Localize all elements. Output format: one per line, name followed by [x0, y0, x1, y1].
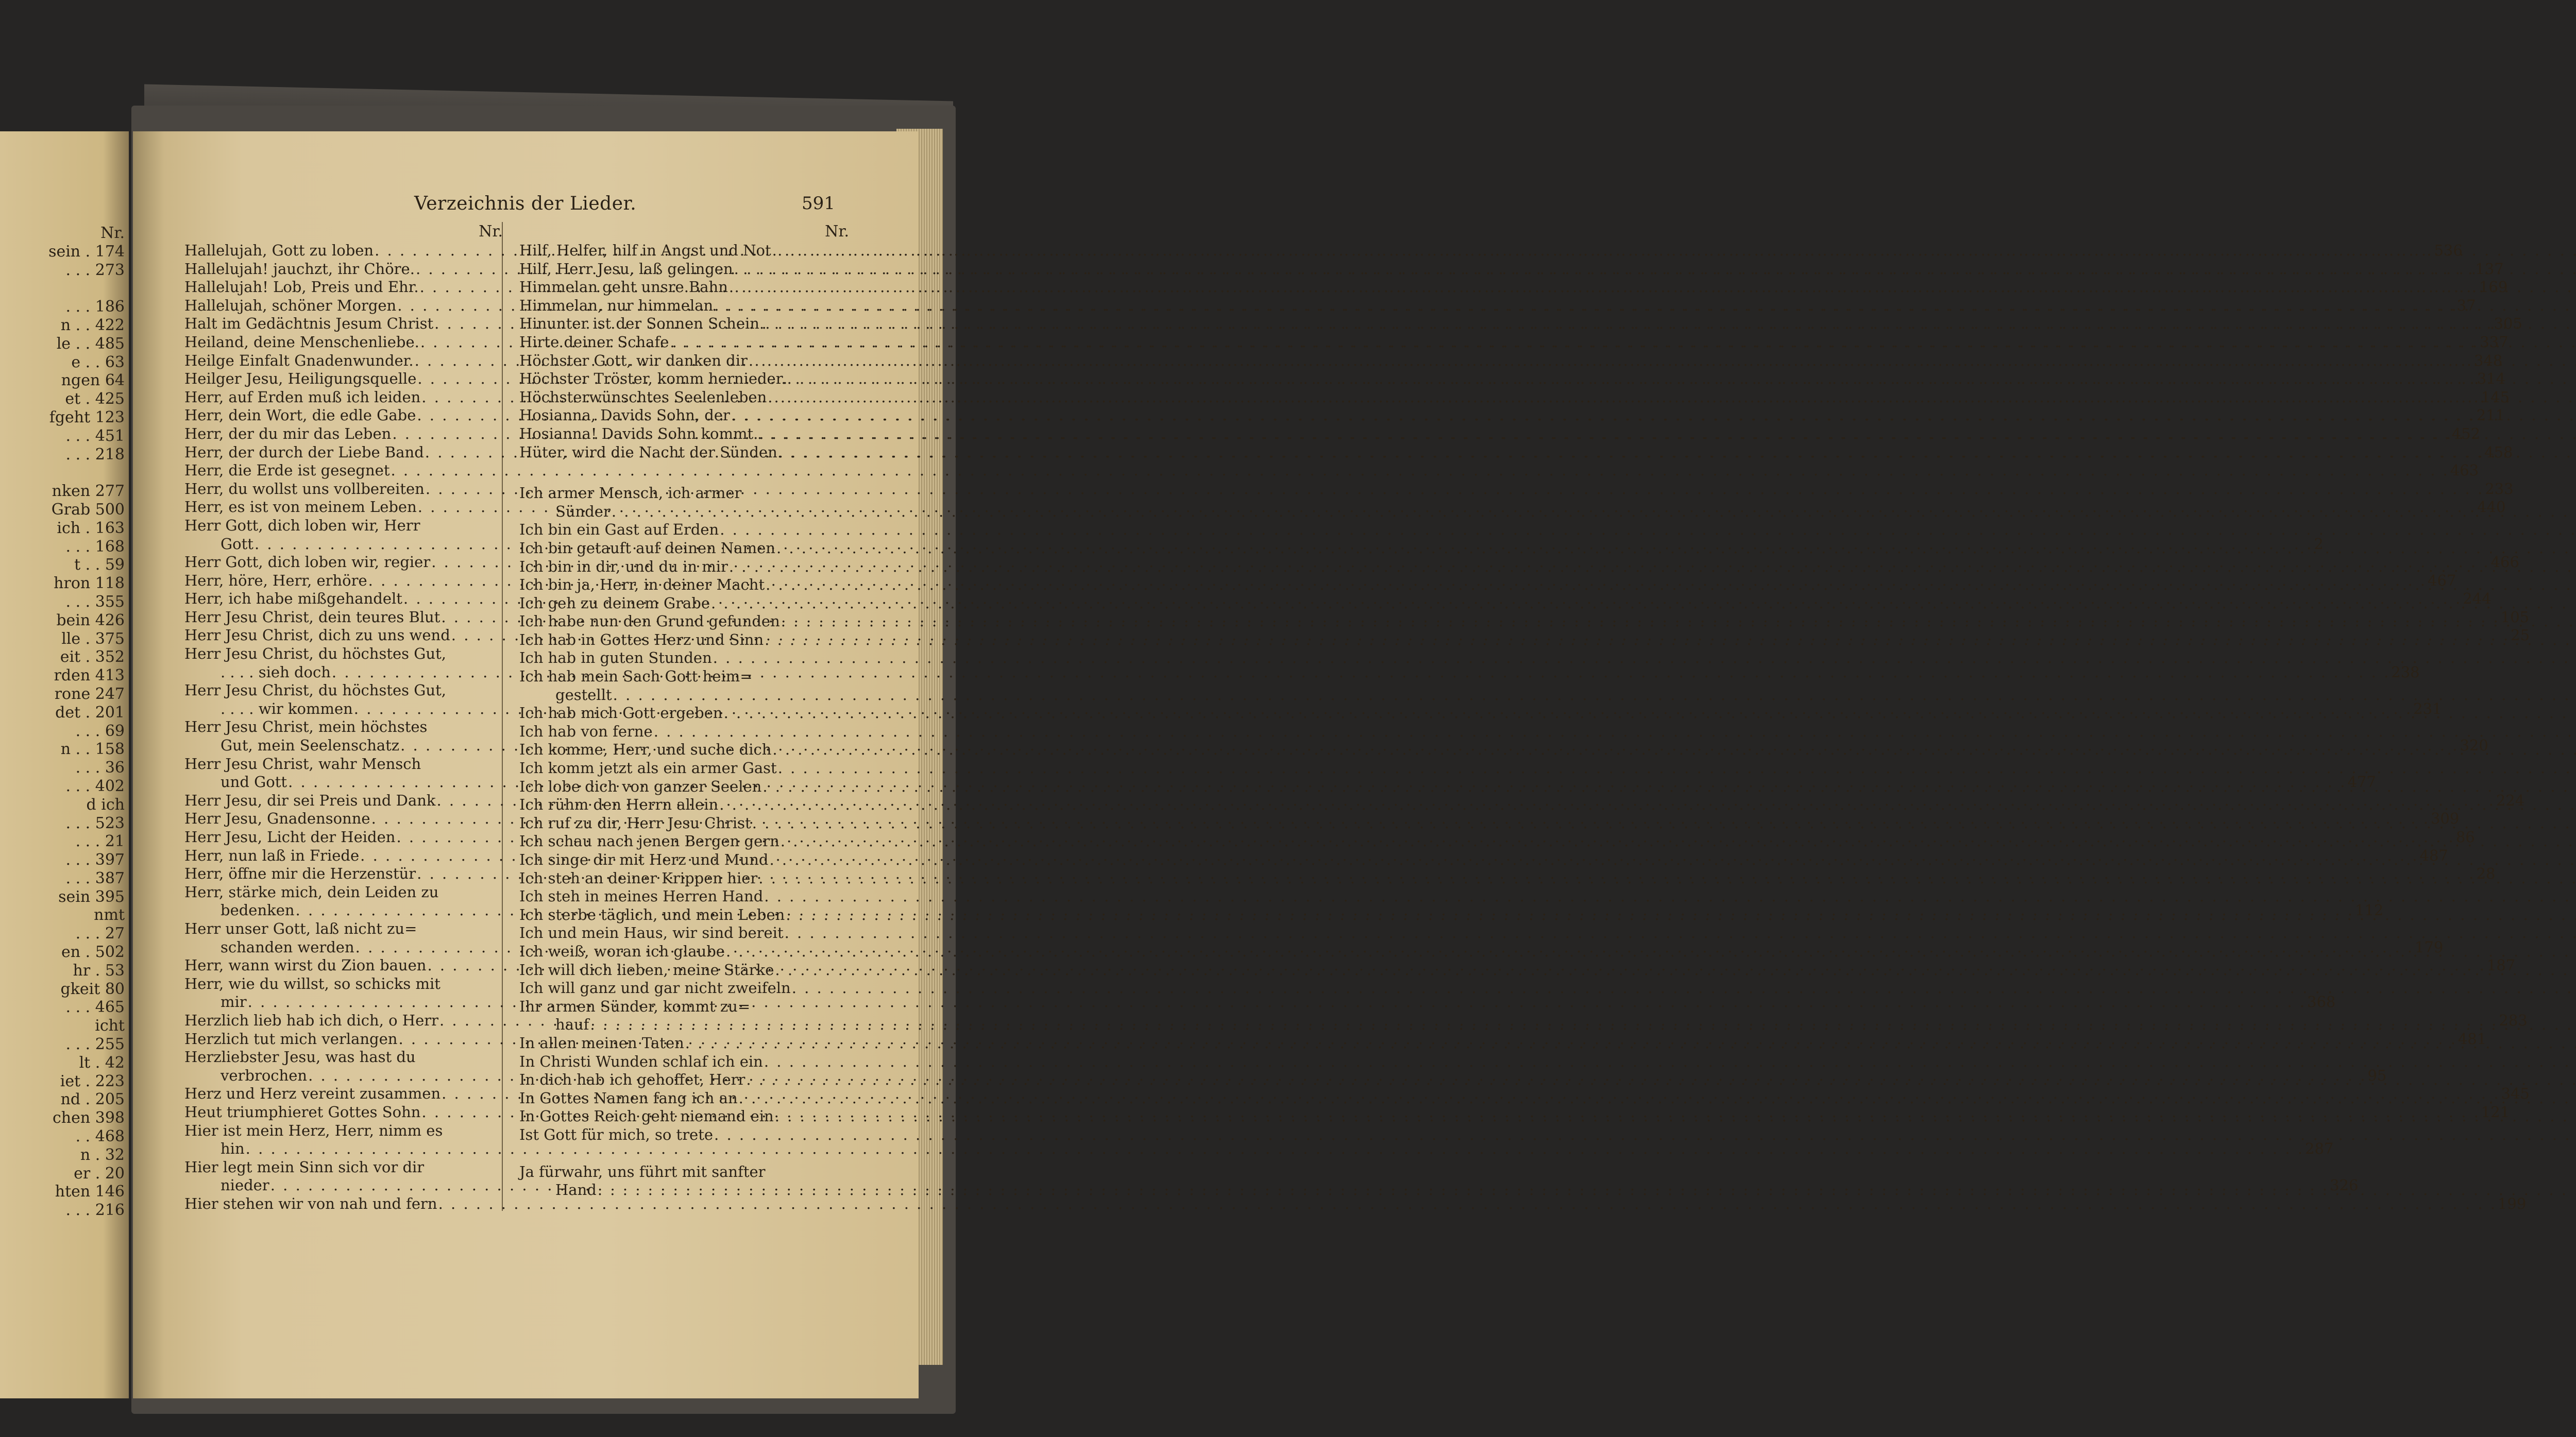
index-entry: [519, 484, 849, 503]
hymn-title: In Gottes Reich geht niemand ein: [519, 1107, 774, 1125]
hymn-number: 224: [2496, 791, 2525, 809]
hymn-number: 320: [2460, 737, 2488, 755]
index-entry: [519, 315, 849, 333]
dot-leader: [769, 851, 2576, 869]
dot-leader: [763, 1053, 2576, 1071]
dot-leader: [763, 887, 2576, 906]
hymn-title: Herr Jesu Christ, wahr Mensch: [184, 755, 421, 773]
index-entry: [519, 503, 849, 521]
index-entry: [519, 1107, 849, 1126]
hymn-title: Ich armer Mensch, ich armer: [519, 484, 742, 502]
hymn-title: Hier stehen wir von nah und fern: [184, 1194, 437, 1212]
dot-leader: [771, 242, 2576, 260]
hymn-title: Herr Jesu Christ, du höchstes Gut,: [184, 681, 446, 699]
hymn-title: mir: [221, 993, 247, 1011]
index-entry: [519, 961, 849, 980]
hymn-title: Herr, der durch der Liebe Band: [184, 443, 424, 461]
dot-leader: [761, 778, 2576, 796]
hymn-number: 137: [2475, 260, 2504, 278]
index-entry: [519, 576, 849, 594]
hymn-title: Hilf, Helfer, hilf in Angst und Not: [519, 242, 771, 259]
index-entry: [519, 370, 849, 388]
index-entry: [519, 704, 849, 723]
hymn-title: Hier legt mein Sinn sich vor dir: [184, 1158, 425, 1176]
hymn-title: Ich geh zu deinem Grabe: [519, 594, 710, 612]
hymn-title: hauf: [555, 1016, 589, 1034]
hymn-title: hin: [221, 1140, 245, 1158]
index-entry: [519, 278, 849, 297]
hymn-title: Herr unser Gott, laß nicht zu=: [184, 919, 417, 937]
hymn-title: Gott: [221, 535, 253, 553]
hymn-title: Ich bin in dir, und du in mir: [519, 557, 728, 575]
hymn-title: Herzliebster Jesu, was hast du: [184, 1048, 416, 1066]
index-column-right: [519, 222, 931, 1200]
hymn-number: 169: [2479, 278, 2508, 296]
dot-leader: [745, 1071, 2576, 1089]
facing-page-text: Nr. sein . 174 . . . 273 . . . 186 n . . 422 le . . 485 e . . 63 ngen 64 et . 425 fgeht 123 . . . 451 . . . 218 nken 277 Grab 500 ich . 163 . . . 168 t . . 59 hron 118 . . . 355 bein 426 lle . 375 eit . 352 rden 413 rone 247 det . 201 . . . 69 n . . 158 . . . 36 . . . 402 d ich . . . 523 . . . 21 . . . 397 . . . 387 sein 395 nmt . . . 27 en . 502 hr . 53 gkeit 80 . . . 465 icht . . . 255 lt . 42 iet . 223 nd . 205 chen 398 . . 468 n . 32 er . 20 hten 146 . . . 216: [48, 224, 125, 1220]
hymn-title: Heut triumphieret Gottes Sohn: [184, 1103, 421, 1121]
hymn-title: Ich singe dir mit Herz und Mund: [519, 851, 769, 868]
hymn-number: 466: [2490, 553, 2519, 571]
hymn-title: Ich weiß, woran ich glaube: [519, 942, 725, 960]
hymn-title: Hand: [555, 1181, 597, 1199]
hymn-title: Ist Gott für mich, so trete: [519, 1125, 714, 1143]
hymn-title: Ich rühm den Herrn allein: [519, 796, 719, 814]
hymn-number: 28: [2476, 865, 2496, 883]
index-entry: [184, 883, 503, 902]
hymn-title: In allen meinen Taten: [519, 1034, 684, 1052]
hymn-number: 112: [2354, 901, 2384, 919]
number-column-header: Nr.: [479, 223, 503, 241]
dot-leader: [780, 612, 2576, 631]
hymn-title: Höchsterwünschtes Seelenleben: [519, 388, 767, 406]
hymn-number: 487: [2419, 846, 2448, 864]
index-entry: [184, 681, 503, 700]
hymn-title: Ihr armen Sünder, kommt zu=: [519, 997, 751, 1015]
section-gap: [519, 461, 931, 484]
hymn-title: Heiland, deine Menschenliebe.: [184, 333, 419, 351]
index-entry: [519, 1071, 849, 1089]
hymn-title: . . . . sieh doch: [221, 663, 331, 681]
dot-leader: [777, 443, 2576, 462]
hymn-title: In Christi Wunden schlaf ich ein: [519, 1052, 763, 1070]
dot-leader: [771, 741, 2576, 759]
dot-leader: [589, 1016, 2576, 1034]
dot-leader: [733, 260, 2576, 279]
index-entry: [519, 998, 849, 1016]
index-entry: [519, 631, 849, 649]
index-entry: [184, 755, 503, 774]
hymn-title: Ich hab mein Sach Gott heim=: [519, 668, 753, 686]
dot-leader: [765, 576, 2576, 594]
index-entry: [184, 1140, 2334, 1158]
hymn-title: Hallelujah, Gott zu loben: [184, 242, 374, 259]
hymn-title: Gut, mein Seelenschatz: [221, 737, 400, 755]
index-entry: [519, 869, 849, 888]
index-entry: [184, 718, 503, 737]
hymn-number: 37: [2456, 296, 2476, 314]
index-entry: [184, 461, 2479, 480]
hymn-title: Hallelujah! jauchzt, ihr Chöre.: [184, 260, 415, 278]
hymn-title: Ich sterbe täglich, und mein Leben: [519, 905, 785, 923]
hymn-number: 463: [2450, 461, 2479, 480]
hymn-title: Hirte deiner Schafe: [519, 333, 669, 351]
dot-leader: [758, 425, 2576, 443]
dot-leader: [751, 814, 2576, 833]
hymn-title: Ich bin ein Gast auf Erden: [519, 521, 719, 539]
hymn-number: 244: [2463, 590, 2492, 608]
index-entry: [184, 920, 503, 938]
hymn-title: Hüter, wird die Nacht der Sünden: [519, 443, 777, 461]
hymn-title: Ich hab in guten Stunden: [519, 649, 712, 667]
hymn-title: Herr, der du mir das Leben: [184, 424, 392, 442]
hymn-title: Ich lobe dich von ganzer Seelen: [519, 777, 762, 795]
hymn-title: Höchster Gott, wir danken dir: [519, 351, 748, 369]
index-entry: [184, 1048, 503, 1067]
index-entry: [519, 778, 849, 796]
hymn-title: . . . . wir kommen: [221, 699, 353, 717]
hymn-title: Herr, dein Wort, die edle Gabe: [184, 406, 416, 424]
index-entry: [519, 723, 849, 741]
hymn-title: Herr, auf Erden muß ich leiden: [184, 388, 421, 406]
hymn-title: Heilge Einfalt Gnadenwunder.: [184, 351, 414, 369]
dot-leader: [710, 594, 2576, 613]
hymn-number: 368: [2307, 993, 2336, 1011]
index-entry: [184, 517, 503, 535]
dot-leader: [767, 388, 2576, 407]
index-entry: [519, 297, 849, 315]
index-page: [133, 131, 2530, 1398]
hymn-title: verbrochen: [221, 1066, 308, 1084]
number-column-header: Nr.: [825, 223, 849, 241]
index-entry: [519, 521, 849, 539]
dot-leader: [748, 352, 2576, 370]
index-entry: [519, 1053, 849, 1071]
index-entry: [519, 906, 849, 925]
index-entry: [519, 539, 849, 558]
hymn-number: 95: [2367, 1066, 2387, 1084]
hymn-title: Herr Gott, dich loben wir, regier: [184, 553, 431, 571]
hymn-title: Ich komm jetzt als ein armer Gast: [519, 759, 777, 777]
index-entry: [519, 759, 849, 778]
dot-leader: [738, 1089, 2576, 1108]
dot-leader: [719, 521, 2576, 539]
dot-leader: [784, 924, 2576, 943]
hymn-title: Herr Jesu Christ, mein höchstes: [184, 718, 428, 736]
hymn-number: 145: [2481, 388, 2510, 406]
facing-page-fragment: [0, 131, 129, 1398]
hymn-title: In dich hab ich gehoffet, Herr: [519, 1071, 745, 1089]
hymn-title: Herr Jesu Christ, dich zu uns wend: [184, 626, 450, 644]
index-entry: [519, 668, 849, 686]
hymn-title: Ich hab in Gottes Herz und Sinn: [519, 630, 764, 648]
hymn-number: 481: [2458, 1030, 2487, 1048]
hymn-title: Herr, wie du willst, so schicks mit: [184, 974, 440, 993]
hymn-title: Herr Jesu Christ, du höchstes Gut,: [184, 645, 446, 663]
hymn-number: 187: [2486, 956, 2516, 974]
index-entry: [519, 741, 849, 759]
index-entry: [519, 851, 849, 869]
index-entry: [519, 242, 849, 260]
hymn-title: Hinunter ist der Sonnen Schein.: [519, 315, 765, 333]
page-title: Verzeichnis der Lieder.: [414, 193, 637, 214]
hymn-title: Herr, es ist von meinem Leben: [184, 498, 417, 516]
hymn-title: Herr, du wollst uns vollbereiten: [184, 480, 425, 498]
hymn-title: Sünder: [555, 502, 611, 520]
hymn-number: 309: [2430, 810, 2460, 828]
hymn-title: Herzlich lieb hab ich dich, o Herr: [184, 1011, 438, 1029]
hymn-title: Halt im Gedächtnis Jesum Christ: [184, 315, 434, 333]
hymn-title: Herr, ich habe mißgehandelt: [184, 590, 402, 608]
hymn-title: gestellt: [555, 686, 612, 704]
index-entry: [519, 832, 849, 851]
index-entry: [519, 1016, 849, 1034]
hymn-title: Ich steh an deiner Krippen hier: [519, 869, 758, 887]
hymn-title: Hosianna, Davids Sohn, der: [519, 406, 730, 424]
hymn-title: Herr, höre, Herr, erhöre: [184, 571, 367, 589]
hymn-title: Herzlich tut mich verlangen: [184, 1030, 398, 1048]
index-entry: [519, 943, 849, 961]
hymn-title: Heilger Jesu, Heiligungsquelle: [184, 370, 417, 388]
index-entry: [519, 1089, 849, 1108]
hymn-number: 467: [2428, 571, 2456, 589]
hymn-title: Ich schau nach jenen Bergen gern: [519, 832, 779, 850]
hymn-title: In Gottes Namen fang ich an: [519, 1089, 738, 1107]
index-entry: [519, 260, 849, 279]
hymn-title: Herr Jesu, Licht der Heiden: [184, 828, 396, 846]
hymn-title: Ich habe nun den Grund gefunden: [519, 612, 780, 630]
index-entry: [519, 1163, 849, 1182]
hymn-number: 283: [2499, 1011, 2528, 1029]
dot-leader: [713, 1126, 2576, 1144]
index-entry: [519, 558, 849, 576]
dot-leader: [774, 1107, 2576, 1126]
hymn-number: 348: [2473, 351, 2503, 369]
page-header: [133, 193, 835, 219]
dot-leader: [725, 943, 2576, 961]
dot-leader: [774, 961, 2576, 980]
dot-leader: [779, 832, 2576, 851]
dot-leader: [612, 686, 2576, 705]
hymn-title: Ich komme, Herr, und suche dich: [519, 741, 772, 759]
index-entry: [519, 1034, 849, 1053]
hymn-title: Ich steh in meines Herren Hand: [519, 887, 764, 905]
hymn-number: 105: [2500, 608, 2530, 626]
index-entry: [519, 594, 849, 613]
section-gap: [519, 1144, 931, 1163]
index-entry: [519, 388, 849, 407]
hymn-title: Herr Jesu, Gnadensonne: [184, 810, 370, 828]
hymn-title: Ich bin getauft auf deinen Namen: [519, 539, 775, 557]
index-entry: [184, 975, 503, 994]
index-entry: [519, 1126, 849, 1144]
index-entry: [519, 924, 849, 943]
hymn-title: Herr, die Erde ist gesegnet: [184, 461, 390, 480]
index-entry: [519, 425, 849, 443]
hymn-title: Hilf, Herr Jesu, laß gelingen: [519, 260, 733, 278]
hymn-number: 231: [2413, 699, 2442, 717]
hymn-title: Herr, nun laß in Friede: [184, 846, 360, 864]
dot-leader: [712, 649, 2576, 668]
hymn-number: 2: [2314, 535, 2324, 553]
dot-leader: [786, 370, 2576, 388]
hymn-title: Herz und Herz vereint zusammen: [184, 1085, 441, 1103]
hymn-title: Höchster Tröster, komm hernieder.: [519, 370, 786, 388]
hymn-number: 233: [2485, 480, 2514, 498]
page-number: 591: [802, 193, 835, 214]
dot-leader: [723, 704, 2576, 723]
index-entry: [519, 979, 849, 998]
index-entry: [519, 649, 849, 668]
hymn-number: 121: [2481, 1103, 2510, 1121]
hymn-title: Hosianna! Davids Sohn kommt.: [519, 424, 758, 442]
hymn-title: Ich ruf zu dir, Herr Jesu Christ: [519, 814, 751, 832]
hymn-title: Herr, stärke mich, dein Leiden zu: [184, 883, 439, 901]
index-entry: [184, 1194, 2527, 1213]
hymn-title: Himmelan geht unsre Bahn: [519, 278, 728, 296]
index-entry: [519, 686, 849, 705]
dot-leader: [728, 278, 2576, 297]
hymn-number: 440: [2477, 498, 2506, 516]
dot-leader: [728, 558, 2576, 576]
dot-leader: [785, 906, 2576, 925]
index-entry: [519, 352, 849, 370]
index-entry: [519, 796, 849, 814]
dot-leader: [653, 723, 2576, 741]
index-entry: [184, 1158, 503, 1177]
hymn-title: Ich will dich lieben, meine Stärke: [519, 961, 774, 979]
hymn-title: Ich und mein Haus, wir sind bereit: [519, 924, 784, 942]
dot-leader: [764, 315, 2576, 333]
hymn-number: 477: [2347, 773, 2376, 791]
hymn-number: 211: [2476, 406, 2505, 424]
hymn-number: 86: [2455, 828, 2475, 846]
hymn-title: Ich hab von ferne: [519, 722, 653, 740]
hymn-number: 199: [2497, 1194, 2527, 1212]
hymn-number: 326: [2330, 1176, 2359, 1194]
hymn-number: 458: [2484, 443, 2513, 461]
hymn-title: schanden werden: [221, 938, 354, 956]
hymn-title: Hallelujah, schöner Morgen: [184, 296, 397, 314]
hymn-title: Herr Jesu, dir sei Preis und Dank: [184, 791, 436, 809]
dot-leader: [757, 869, 2576, 888]
index-entry: [519, 814, 849, 833]
hymn-number: 238: [2391, 663, 2420, 681]
hymn-title: Ja fürwahr, uns führt mit sanfter: [519, 1162, 766, 1181]
hymn-title: Herr Gott, dich loben wir, Herr: [184, 516, 420, 534]
dot-leader: [718, 796, 2576, 814]
dot-leader: [775, 539, 2576, 558]
hymn-title: nieder: [221, 1176, 269, 1194]
hymn-number: 25: [2511, 626, 2530, 644]
hymn-title: Ich hab mich Gott ergeben: [519, 704, 723, 722]
hymn-title: Hier ist mein Herz, Herr, nimm es: [184, 1121, 443, 1139]
hymn-title: Herr, wann wirst du Zion bauen: [184, 956, 427, 974]
hymn-number: 287: [2305, 1140, 2334, 1158]
hymn-title: Herr, öffne mir die Herzenstür: [184, 865, 416, 883]
dot-leader: [730, 406, 2576, 425]
index-entry: [519, 333, 849, 352]
dot-leader: [684, 1034, 2576, 1053]
hymn-number: 314: [2477, 370, 2506, 388]
index-entry: [184, 645, 503, 663]
hymn-number: 179: [2415, 938, 2444, 956]
hymn-title: Herr Jesu Christ, dein teures Blut: [184, 608, 440, 626]
hymn-number: 536: [2434, 242, 2463, 259]
dot-leader: [611, 503, 2576, 521]
hymn-title: und Gott: [221, 773, 287, 791]
hymn-title: Ich will ganz und gar nicht zweifeln: [519, 979, 791, 997]
index-entry: [519, 612, 849, 631]
index-entry: [519, 406, 849, 425]
hymn-title: Ich bin ja, Herr, in deiner Macht: [519, 576, 765, 594]
hymn-number: 452: [2451, 424, 2481, 442]
hymn-title: Hallelujah! Lob, Preis und Ehr.: [184, 278, 419, 296]
index-entry: [519, 443, 849, 462]
dot-leader: [764, 631, 2576, 649]
dot-leader: [777, 759, 2576, 778]
hymn-number: 345: [2501, 1085, 2530, 1103]
index-entry: [184, 1122, 503, 1140]
hymn-number: 337: [2480, 333, 2509, 351]
hymn-number: 305: [2494, 315, 2522, 333]
index-entry: [519, 1181, 849, 1200]
dot-leader: [791, 979, 2576, 998]
dot-leader: [597, 1181, 2576, 1200]
hymn-title: bedenken: [221, 901, 295, 919]
dot-leader: [713, 297, 2576, 315]
index-entry: [519, 887, 849, 906]
dot-leader: [669, 333, 2576, 352]
hymn-title: Himmelan, nur himmelan: [519, 296, 714, 314]
